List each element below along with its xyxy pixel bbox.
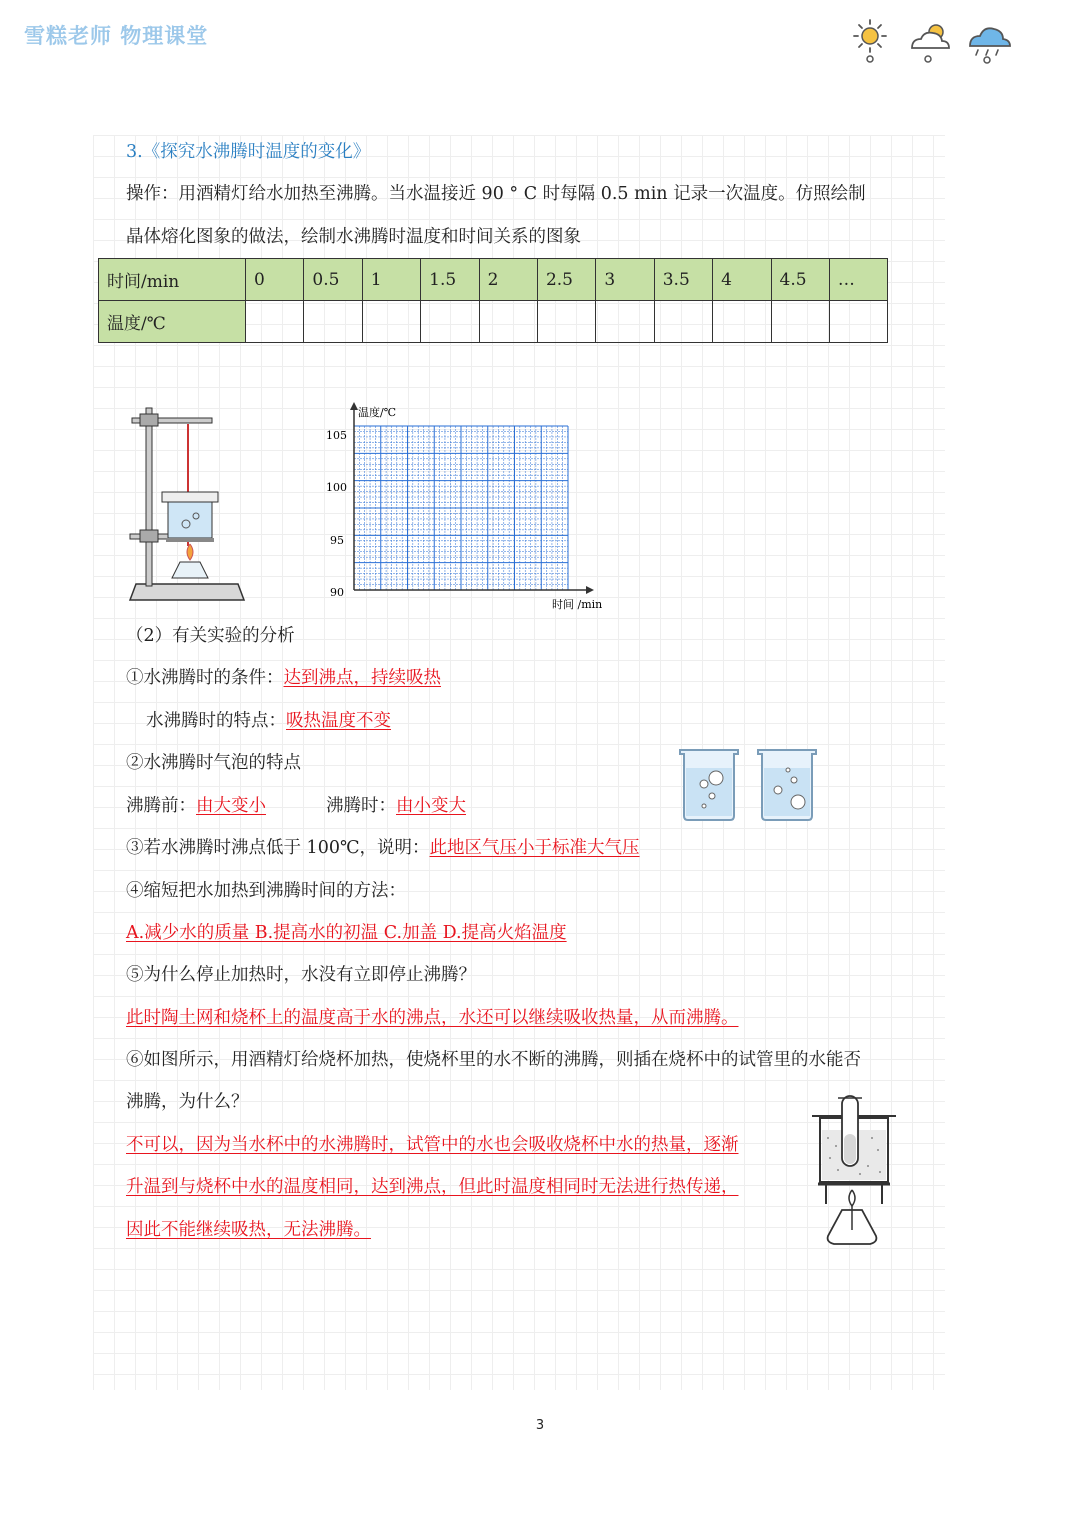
temperature-cell[interactable] — [829, 301, 887, 343]
time-cell: 0 — [246, 259, 304, 301]
q4-answer: A.减少水的质量 B.提高水的初温 C.加盖 D.提高火焰温度 — [126, 923, 567, 943]
q3-answer: 此地区气压小于标准大气压 — [429, 838, 640, 858]
time-cell: 1 — [362, 259, 420, 301]
y-tick-label: 90 — [330, 586, 344, 599]
temperature-cell[interactable] — [596, 301, 654, 343]
temperature-cell[interactable] — [537, 301, 595, 343]
q6-answer-line3: 因此不能继续吸热，无法沸腾。 — [126, 1220, 371, 1240]
time-cell: 2.5 — [537, 259, 595, 301]
q6-line2: 沸腾，为什么？ — [126, 1092, 249, 1112]
q2-line: ②水沸腾时气泡的特点 — [126, 753, 301, 773]
beaker-before-boiling — [680, 750, 738, 820]
q1b-prefix: 水沸腾时的特点： — [146, 711, 286, 731]
y-tick-label: 100 — [326, 481, 347, 494]
q6-answer-line2: 升温到与烧杯中水的温度相同，达到沸点，但此时温度相同时无法进行热传递， — [126, 1177, 739, 1197]
time-cell: 3 — [596, 259, 654, 301]
section-title: 3.《探究水沸腾时温度的变化》 — [126, 142, 371, 162]
temperature-label: 温度/℃ — [99, 301, 246, 343]
weather-icons — [848, 16, 1014, 66]
time-cell: 4.5 — [771, 259, 829, 301]
temperature-cell[interactable] — [771, 301, 829, 343]
time-row — [99, 259, 888, 301]
graph-xlabel: 时间 /min — [552, 598, 603, 611]
temperature-cell[interactable] — [421, 301, 479, 343]
q2a-line — [126, 794, 266, 818]
q1-prefix: ①水沸腾时的条件： — [126, 668, 284, 688]
operation-text-line1: 操作：用酒精灯给水加热至沸腾。当水温接近 90 ° C 时每隔 0.5 min 记录一次温度。仿照绘制 — [126, 184, 866, 204]
bubble-beakers-illustration — [676, 746, 826, 822]
partly-cloudy-icon — [912, 25, 949, 62]
y-tick-label: 105 — [326, 429, 347, 442]
q1b-answer: 吸热温度不变 — [286, 711, 391, 731]
temperature-row — [99, 301, 888, 343]
temperature-time-grid — [322, 400, 612, 616]
q1b-line — [146, 709, 391, 733]
q1-line — [126, 666, 441, 690]
q3-prefix: ③若水沸腾时沸点低于 100℃，说明： — [126, 838, 430, 858]
q6-answer-line1: 不可以，因为当水杯中的水沸腾时，试管中的水也会吸收烧杯中水的热量，逐渐 — [126, 1135, 739, 1155]
graph-ylabel: 温度/℃ — [358, 406, 397, 419]
time-cell: 1.5 — [421, 259, 479, 301]
analysis-heading: （2）有关实验的分析 — [126, 626, 295, 646]
q2b-prefix: 沸腾时： — [326, 796, 396, 816]
temperature-cell[interactable] — [479, 301, 537, 343]
q3-line — [126, 836, 640, 860]
temperature-cell[interactable] — [246, 301, 304, 343]
q2b-line — [326, 794, 466, 818]
rain-cloud-icon — [970, 28, 1010, 63]
page-number: 3 — [535, 1418, 545, 1433]
time-cell: 2 — [479, 259, 537, 301]
temperature-cell[interactable] — [304, 301, 362, 343]
time-cell: 0.5 — [304, 259, 362, 301]
brand-title: 雪糕老师 物理课堂 — [24, 24, 209, 48]
boiling-apparatus-illustration — [126, 396, 250, 608]
temperature-cell[interactable] — [654, 301, 712, 343]
data-table — [98, 258, 888, 343]
temperature-cell[interactable] — [713, 301, 771, 343]
q1-answer: 达到沸点，持续吸热 — [283, 668, 441, 688]
beaker-during-boiling — [758, 750, 816, 820]
q2b-answer: 由小变大 — [396, 796, 466, 816]
sun-icon — [854, 20, 886, 62]
y-tick-label: 95 — [330, 534, 344, 547]
grid-lines — [354, 426, 568, 590]
test-tube-beaker-illustration — [808, 1094, 900, 1252]
q2a-answer: 由大变小 — [196, 796, 266, 816]
operation-text-line2: 晶体熔化图象的做法，绘制水沸腾时温度和时间关系的图象 — [126, 227, 581, 247]
q6-line1: ⑥如图所示，用酒精灯给烧杯加热，使烧杯里的水不断的沸腾，则插在烧杯中的试管里的水能否 — [126, 1050, 861, 1070]
time-cell: … — [829, 259, 887, 301]
temperature-cell[interactable] — [362, 301, 420, 343]
time-cell: 3.5 — [654, 259, 712, 301]
time-cell: 4 — [713, 259, 771, 301]
q5-line: ⑤为什么停止加热时，水没有立即停止沸腾？ — [126, 965, 476, 985]
q4-line: ④缩短把水加热到沸腾时间的方法： — [126, 881, 406, 901]
time-label: 时间/min — [99, 259, 246, 301]
q5-answer: 此时陶土网和烧杯上的温度高于水的沸点，水还可以继续吸收热量，从而沸腾。 — [126, 1008, 739, 1028]
q2a-prefix: 沸腾前： — [126, 796, 196, 816]
